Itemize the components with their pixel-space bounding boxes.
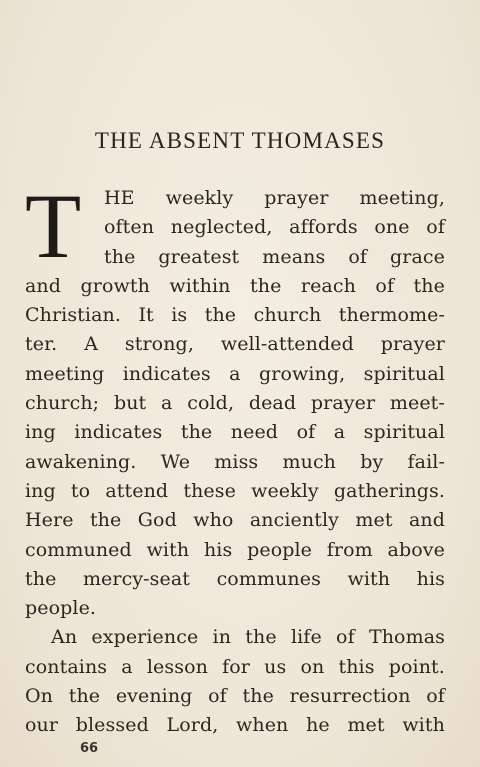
text-line: communed with his people from above xyxy=(25,538,445,561)
text-line: An experience in the life of Thomas xyxy=(51,626,445,649)
text-line: ing to attend these weekly gatherings. xyxy=(25,479,445,502)
drop-cap: T xyxy=(25,175,82,277)
text-line: church; but a cold, dead prayer meet- xyxy=(25,392,445,415)
text-line: awakening. We miss much by fail- xyxy=(25,450,445,473)
text-line: often neglected, affords one of xyxy=(104,216,445,239)
body-text xyxy=(25,184,445,741)
text-line: our blessed Lord, when he met with xyxy=(25,714,445,737)
text-line: Christian. It is the church thermome- xyxy=(25,304,445,327)
page-number: 66 xyxy=(80,741,99,756)
text-line: the mercy-seat communes with his xyxy=(25,567,445,590)
text-line: contains a lesson for us on this point. xyxy=(25,655,445,678)
text-line: the greatest means of grace xyxy=(104,245,445,268)
chapter-title: THE ABSENT THOMASES xyxy=(94,128,386,153)
text-line: people. xyxy=(25,597,97,620)
text-line: On the evening of the resurrection of xyxy=(25,685,445,708)
text-line: Here the God who anciently met and xyxy=(25,509,445,532)
text-line: and growth within the reach of the xyxy=(25,274,445,297)
text-line: meeting indicates a growing, spiritual xyxy=(25,362,445,385)
text-line: HE weekly prayer meeting, xyxy=(104,187,445,209)
text-line: ter. A strong, well-attended prayer xyxy=(25,333,445,356)
text-line: ing indicates the need of a spiritual xyxy=(25,421,445,444)
